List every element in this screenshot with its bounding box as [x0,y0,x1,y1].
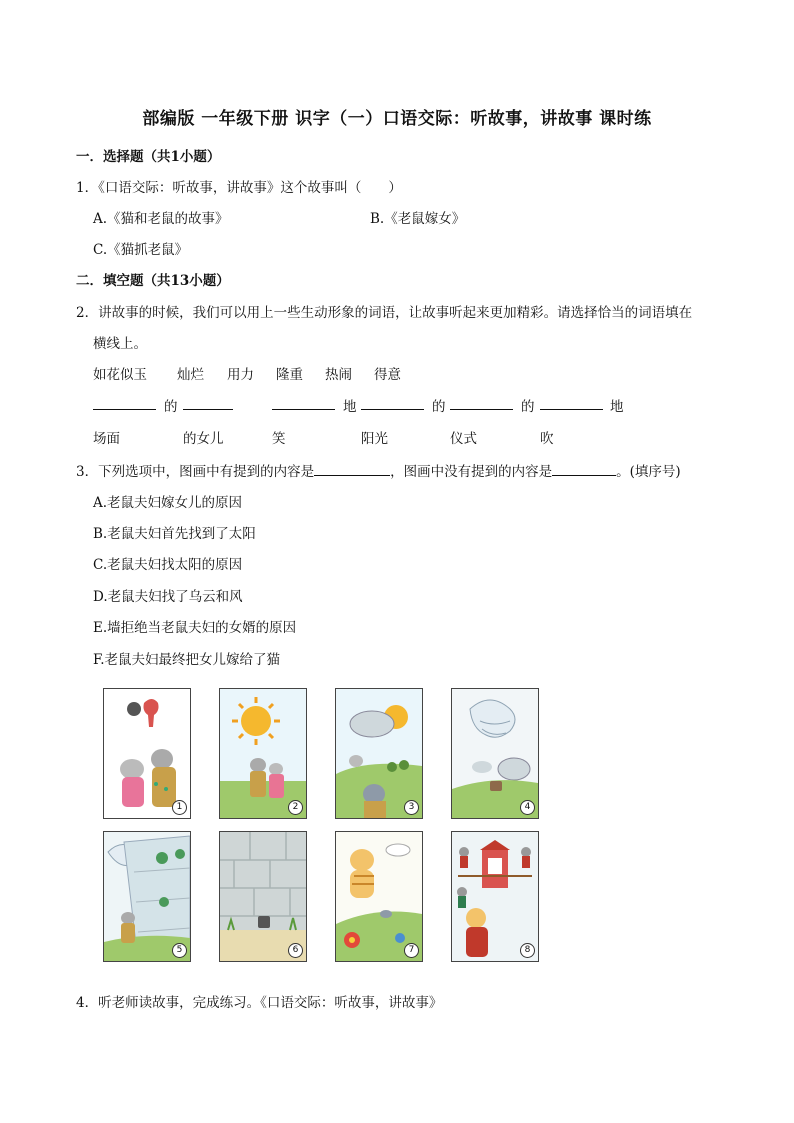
panel-number: 7 [404,943,419,958]
connector-text: 地 [610,399,624,415]
answer-blank[interactable] [314,461,390,476]
panel-number: 2 [288,800,303,815]
story-panel-4 [451,688,539,819]
connector-text: 的 [164,399,178,415]
q3-option: C.老鼠夫妇找太阳的原因 [93,557,243,573]
noun-text: 笑 [272,431,286,447]
q3-option: A.老鼠夫妇嫁女儿的原因 [93,495,243,511]
mouse-couple-illustration [104,689,190,818]
wall-wind-illustration [104,832,190,961]
sun-illustration [220,689,306,818]
word-bank-item: 灿烂 [177,367,204,383]
answer-blank[interactable] [552,461,616,476]
panel-number: 6 [288,943,303,958]
q1-option-b[interactable]: B.《老鼠嫁女》 [370,211,466,227]
q3-option: F.老鼠夫妇最终把女儿嫁给了猫 [93,652,281,668]
question-3-stem: 3．下列选项中，图画中有提到的内容是 ，图画中没有提到的内容是 。(填序号) [76,460,681,480]
answer-blank[interactable] [361,395,424,410]
story-panel-7 [335,831,423,962]
q3-option: B.老鼠夫妇首先找到了太阳 [93,526,256,542]
noun-text: 吹 [540,431,554,447]
wedding-sedan-illustration [452,832,538,961]
answer-blank[interactable] [450,395,513,410]
story-panel-8 [451,831,539,962]
connector-text: 的 [432,399,446,415]
story-panel-1 [103,688,191,819]
question-2-stem: 2．讲故事的时候，我们可以用上一些生动形象的词语，让故事听起来更加精彩。请选择恰当的词语填在 [76,305,693,321]
panel-number: 4 [520,800,535,815]
answer-blank[interactable] [272,395,335,410]
panel-number: 5 [172,943,187,958]
q1-option-c[interactable]: C.《猫抓老鼠》 [93,242,189,258]
noun-text: 仪式 [450,431,477,447]
wind-illustration [452,689,538,818]
story-panel-6 [219,831,307,962]
q1-option-a[interactable]: A.《猫和老鼠的故事》 [93,211,229,227]
story-panel-5 [103,831,191,962]
panel-number: 8 [520,943,535,958]
section-heading-fill: 二．填空题（共13小题） [76,273,230,289]
question-1-stem: 1．《口语交际：听故事，讲故事》这个故事叫（ ） [76,180,402,196]
word-bank-item: 得意 [374,367,401,383]
cat-illustration [336,832,422,961]
panel-number: 1 [172,800,187,815]
noun-text: 阳光 [361,431,388,447]
section-heading-choice: 一．选择题（共1小题） [76,149,221,165]
noun-text: 的女儿 [183,431,224,447]
answer-blank[interactable] [93,395,156,410]
story-panel-2 [219,688,307,819]
page-title: 部编版 一年级下册 识字（一）口语交际：听故事，讲故事 课时练 [142,109,652,129]
word-bank-item: 用力 [227,367,254,383]
answer-blank[interactable] [183,395,233,410]
connector-text: 地 [343,399,357,415]
word-bank-item: 隆重 [276,367,303,383]
wall-illustration [220,832,306,961]
question-4-stem: 4．听老师读故事，完成练习。《口语交际：听故事，讲故事》 [76,995,443,1011]
panel-number: 3 [404,800,419,815]
answer-blank[interactable] [540,395,603,410]
connector-text: 的 [521,399,535,415]
q3-option: E.墙拒绝当老鼠夫妇的女婿的原因 [93,620,297,636]
question-2-stem-cont: 横线上。 [93,336,147,352]
word-bank-item: 如花似玉 [93,367,147,383]
word-bank-item: 热闹 [325,367,352,383]
cloud-sun-illustration [336,689,422,818]
q3-option: D.老鼠夫妇找了乌云和风 [93,589,243,605]
story-panel-3 [335,688,423,819]
noun-text: 场面 [93,431,120,447]
